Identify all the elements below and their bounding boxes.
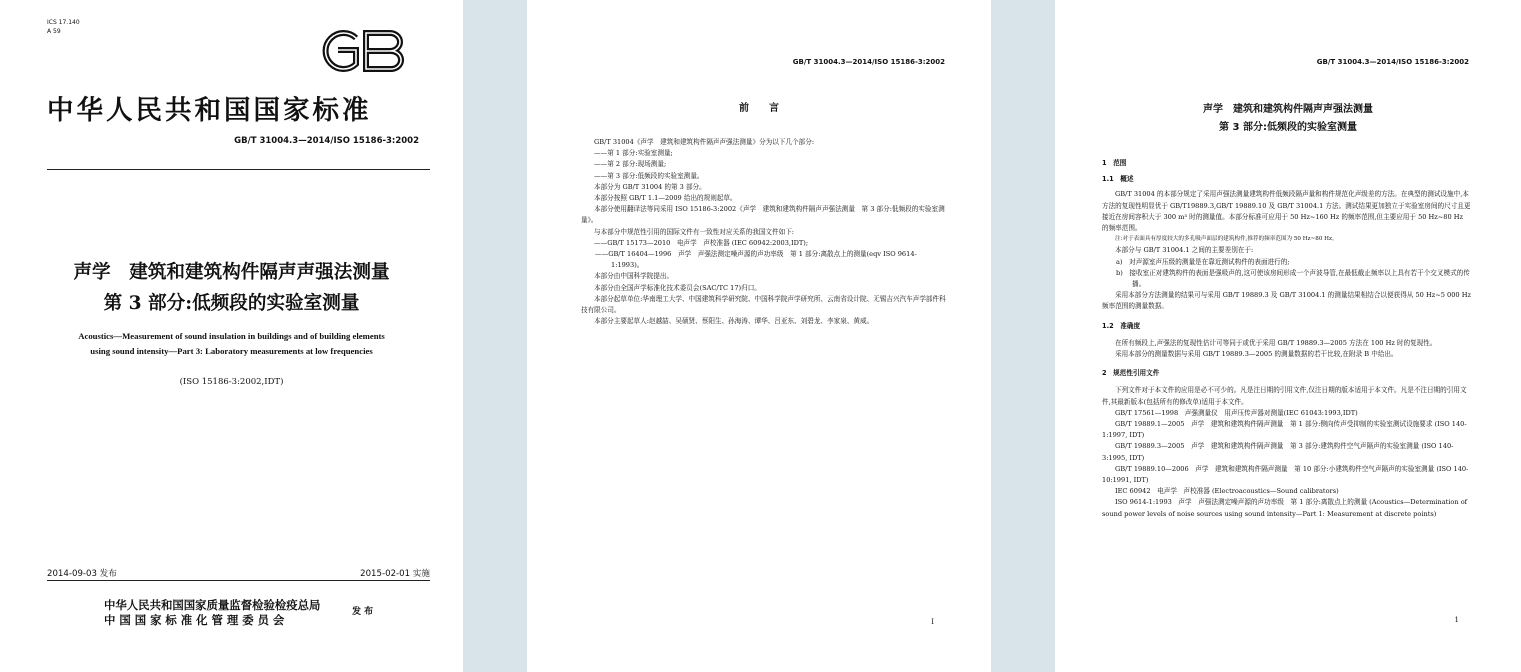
paragraph: 采用本部分的测量数据与采用 GB/T 19889.3—2005 的测量数据的若干比较,在附录 B 中给出。 — [1115, 350, 1398, 359]
page-number: 1 — [1454, 616, 1459, 624]
section-heading: 1.2 准确度 — [1102, 321, 1141, 330]
preface-paragraph: ——第 3 部分:低频段的实验室测量。 — [594, 171, 704, 180]
preface-paragraph: 本部分起草单位:华南理工大学、中国建筑科学研究院、中国科学院声学研究所、云南省设计院、无锡吉兴汽车声学部件科技有限公司。 — [581, 294, 946, 315]
paragraph: 本部分与 GB/T 31004.1 之间的主要差别在于: — [1115, 246, 1254, 255]
paragraph: GB/T 31004 的本部分规定了采用声强法测量建筑构件低频段隔声量和构件规范化声级差的方法。在典型的测试设施中,本方法的复现性明显优于 GB/T19889.3,GB/T 19889.10 及 GB/T 31004.1 方法。测试结果更加独立于实验室房间的尺寸且更接近在房间容积大于 300 m³ 时的测量值。本部分标准可应用于 50 Hz~160 Hz 的频率范围,但主要应用于 50 Hz~80 Hz 的频率范围。 — [1102, 190, 1471, 233]
preface-paragraph: ——第 2 部分:现场测量; — [594, 160, 667, 169]
reference-item: GB/T 19889.3—2005 声学 建筑和建筑构件隔声测量 第 3 部分:建筑构件空气声隔声的实验室测量 (ISO 140-3:1995, IDT) — [1102, 442, 1454, 462]
list-item: b) 接收室正对建筑构件的表面是强吸声的,这可使该房间形成一个声波导管,在最低截止频率以上具有若干个交叉模式的传播。 — [1116, 268, 1470, 289]
preface-paragraph: ——第 1 部分:实验室测量; — [594, 149, 673, 158]
preface-paragraph: ——GB/T 15173—2010 电声学 声校准器 (IEC 60942:2003,IDT); — [594, 238, 809, 247]
footer-rule — [47, 580, 430, 581]
cover-title-line-1: 声学 建筑和建筑构件隔声声强法测量 — [73, 262, 390, 283]
running-header: GB/T 31004.3—2014/ISO 15186-3:2002 — [792, 58, 945, 66]
content-body — [1102, 158, 1471, 520]
preface-paragraph: ——GB/T 16404—1996 声学 声强法测定噪声源的声功率级 第 1 部分:离散点上的测量(eqv ISO 9614-1:1993)。 — [595, 250, 917, 270]
issue-date: 2014-09-03 发布 — [47, 569, 117, 579]
section-heading: 1.1 概述 — [1102, 175, 1134, 184]
preface-paragraph: 本部分使用翻译法等同采用 ISO 15186-3:2002《声学 建筑和建筑构件隔声声强法测量 第 3 部分:低频段的实验室测量》。 — [581, 205, 945, 225]
preface-paragraph: 本部分按照 GB/T 1.1—2009 给出的规则起草。 — [594, 194, 737, 203]
english-title-line-1: Acoustics—Measurement of sound insulation in buildings and of building elements — [78, 331, 385, 341]
reference-item: GB/T 17561—1998 声强测量仪 用声压传声器对测量(IEC 61043:1993,IDT) — [1115, 408, 1358, 417]
preface-paragraph: 本部分由中国科学院提出。 — [594, 272, 674, 281]
cover-title-line-2: 第 3 部分:低频段的实验室测量 — [103, 293, 360, 314]
section-heading: 1 范围 — [1102, 159, 1127, 167]
paragraph: 在所有频段上,声强法的复现性估计可等同于或优于采用 GB/T 19889.3—2005 方法在 100 Hz 时的复现性。 — [1115, 338, 1437, 347]
section-heading: 2 规范性引用文件 — [1102, 369, 1160, 378]
national-standard-title: 中华人民共和国国家标准 — [47, 95, 372, 126]
english-title-line-2: using sound intensity—Part 3: Laboratory measurements at low frequencies — [90, 346, 373, 356]
issuer-line-1: 中华人民共和国国家质量监督检验检疫总局 — [104, 598, 321, 612]
reference-item: GB/T 19889.10—2006 声学 建筑和建筑构件隔声测量 第 10 部分:小建筑构件空气声隔声的实验室测量 (ISO 140-10:1991, IDT) — [1102, 464, 1469, 485]
paragraph: 下列文件对于本文件的应用是必不可少的。凡是注日期的引用文件,仅注日期的版本适用于本文件。凡是不注日期的引用文件,其最新版本(包括所有的修改单)适用于本文件。 — [1102, 386, 1467, 406]
page-number: I — [931, 618, 934, 626]
implementation-date: 2015-02-01 实施 — [360, 569, 430, 579]
standard-number: GB/T 31004.3—2014/ISO 15186-3:2002 — [234, 136, 419, 146]
reference-item: IEC 60942 电声学 声校准器 (Electroacoustics—Sound calibrators) — [1115, 487, 1339, 496]
preface-paragraph: 本部分为 GB/T 31004 的第 3 部分。 — [594, 182, 706, 191]
cover-page — [0, 0, 463, 672]
preface-heading: 前 言 — [739, 103, 779, 114]
preface-paragraph: 与本部分中规范性引用的国际文件有一致性对应关系的我国文件如下: — [594, 227, 795, 236]
iso-equivalence: (ISO 15186-3:2002,IDT) — [179, 377, 284, 387]
preface-paragraph: 本部分主要起草人:赵越喆、吴硕贤、蔡阳生、孙海涛、谭华、吕亚东、刘碧龙、李家泉、黄威。 — [594, 317, 874, 326]
issuer-line-2: 中 国 国 家 标 准 化 管 理 委 员 会 — [104, 613, 285, 627]
gb-logo — [312, 28, 407, 74]
running-header: GB/T 31004.3—2014/ISO 15186-3:2002 — [1316, 58, 1469, 66]
ics-code: ICS 17.140 — [47, 19, 80, 26]
content-page — [1055, 0, 1521, 672]
document-title-line-2: 第 3 部分:低频段的实验室测量 — [1219, 122, 1357, 133]
note: 注:对于表面具有厚度较大的多孔吸声面层的建筑构件,推荐的频率范围为 50 Hz~80 Hz。 — [1115, 236, 1338, 243]
cover-rule — [47, 169, 430, 170]
issue-word: 发 布 — [352, 607, 374, 617]
preface-paragraph: 本部分由全国声学标准化技术委员会(SAC/TC 17)归口。 — [594, 283, 761, 292]
preface-paragraph: GB/T 31004《声学 建筑和建筑构件隔声声强法测量》分为以下几个部分: — [594, 138, 815, 146]
document-title-line-1: 声学 建筑和建筑构件隔声声强法测量 — [1203, 104, 1373, 115]
list-item: a) 对声源室声压级的测量是在靠近测试构件的表面进行的; — [1116, 257, 1290, 266]
reference-item: ISO 9614-1:1993 声学 声强法测定噪声源的声功率级 第 1 部分:离散点上的测量 (Acoustics—Determination of sound power levels of noise sources using sound intensity—Part 1: Measurement at discrete points) — [1102, 498, 1468, 518]
preface-body — [581, 137, 946, 327]
preface-page — [527, 0, 991, 672]
ccs-code: A 59 — [47, 28, 61, 35]
paragraph: 采用本部分方法测量的结果可与采用 GB/T 19889.3 及 GB/T 31004.1 的测量结果相结合以便获得从 50 Hz~5 000 Hz 频率范围的测量数据。 — [1102, 291, 1471, 311]
reference-item: GB/T 19889.1—2005 声学 建筑和建筑构件隔声测量 第 1 部分:侧向传声受抑制的实验室测试设施要求 (ISO 140-1:1997, IDT) — [1102, 420, 1467, 440]
